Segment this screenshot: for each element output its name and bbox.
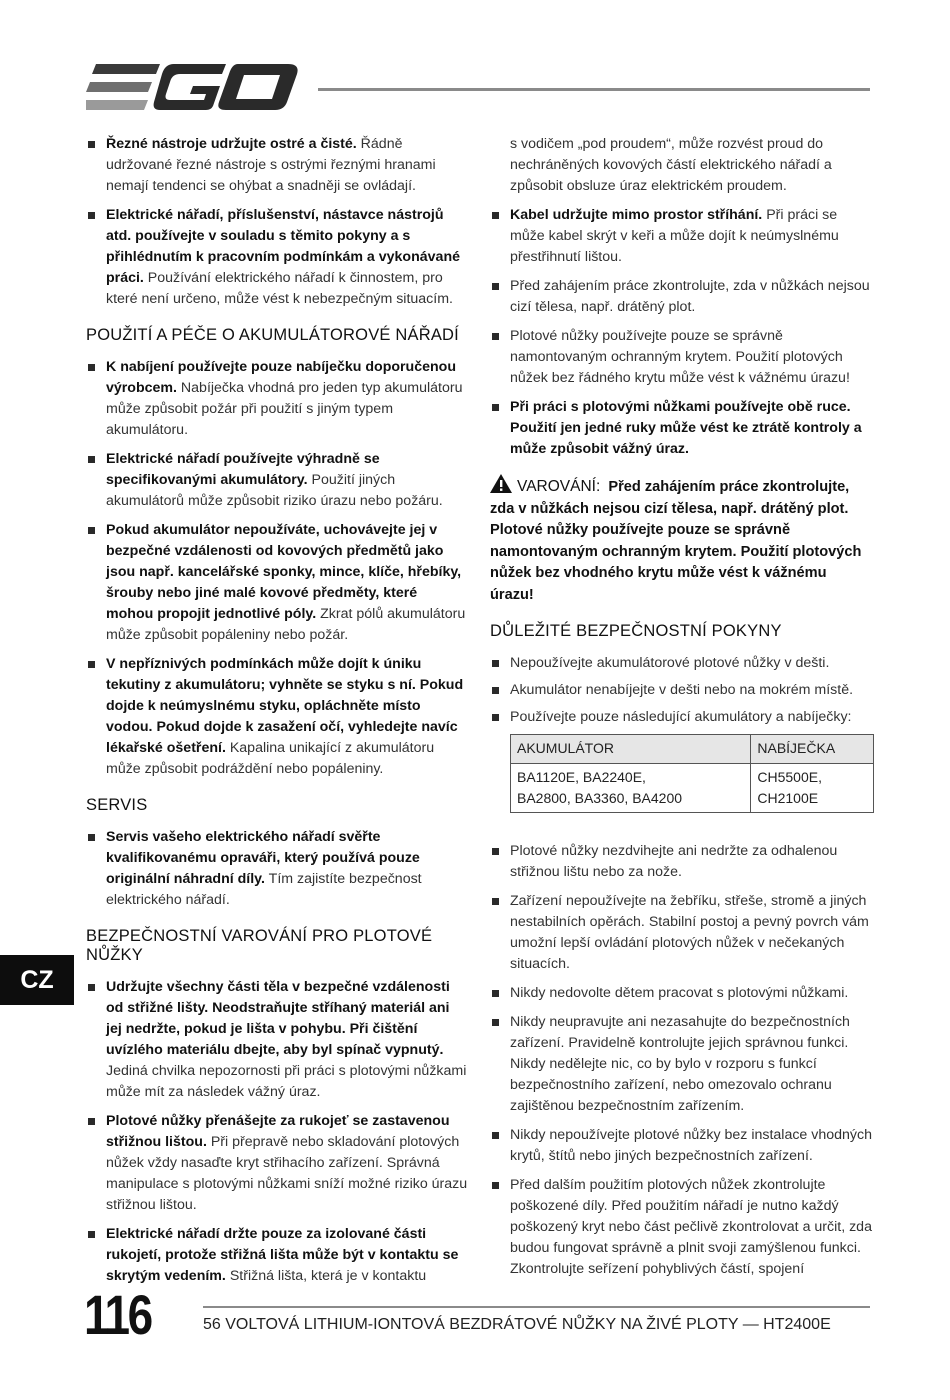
warning-triangle-icon xyxy=(490,474,512,493)
list-item xyxy=(86,520,468,646)
item-text: Zařízení nepoužívejte na žebříku, střeše, stromě a jiných nestabilních opěrách. Stabilní postoj a pevný povrch vám umožní lepší ovládání plotových nůžek v nečekaných situacích. xyxy=(510,893,869,972)
warning-text: Před zahájením práce zkontrolujte, zda v nůžkách nejsou cizí tělesa, např. drátěný plot. Plotové nůžky používejte pouze se správně namontovaným ochranným krytem. Použití plotových nůžek bez vhodného krytu může vést k vážnému úrazu! xyxy=(490,479,862,603)
item-bold: V nepříznivých podmínkách může dojít k úniku tekutiny z akumulátoru; vyhněte se styku s ní. Pokud dojde k neúmyslnému styku, opláchněte místo vodou. Pokud dojde k zasažení očí, vyhledejte navíc lékařské ošetření. xyxy=(106,656,464,756)
item-text: Plotové nůžky nezdvihejte ani nedržte za odhalenou střižnou lištu nebo za nože. xyxy=(510,843,838,880)
bullet-icon xyxy=(492,898,499,905)
section-heading-important: DŮLEŽITÉ BEZPEČNOSTNÍ POKYNY xyxy=(490,622,782,640)
section-heading-battery: POUŽITÍ A PÉČE O AKUMULÁTOROVÉ NÁŘADÍ xyxy=(86,326,459,344)
item-text: Tím zajistíte bezpečnost elektrického nářadí. xyxy=(106,871,422,908)
language-tab: CZ xyxy=(0,955,74,1005)
bullet-icon xyxy=(492,1019,499,1026)
item-text: Používejte pouze následující akumulátory a nabíječky: xyxy=(510,709,852,725)
item-text: Používání elektrického nářadí k činnostem, pro které není určeno, může vést k nebezpečným situacím. xyxy=(106,270,453,307)
bullet-icon xyxy=(492,687,499,694)
list-item xyxy=(490,326,874,389)
item-text: s vodičem „pod proudem“, může rozvést proud do nechráněných kovových částí elektrického nářadí a způsobit obsluze úraz elektrickém proudem. xyxy=(510,136,832,194)
list-item xyxy=(490,205,874,268)
bullet-icon xyxy=(492,990,499,997)
item-text: Akumulátor nenabíjejte v dešti nebo na mokrém místě. xyxy=(510,682,854,698)
item-text: Kapalina unikající z akumulátoru může způsobit podráždění nebo popáleniny. xyxy=(106,740,435,777)
cell-line: BA1120E, BA2240E, xyxy=(517,769,646,785)
item-bold: Pokud akumulátor nepoužíváte, uchovávejte jej v bezpečné vzdálenosti od kovových předmětů jako jsou např. kancelářské sponky, mince, klíče, hřebíky, šrouby nebo jiné malé kovové předměty, které mohou propojit jednotlivé póly. xyxy=(106,522,462,622)
footer-title: 56 VOLTOVÁ LITHIUM-IONTOVÁ BEZDRÁTOVÉ NŮŽKY NA ŽIVÉ PLOTY — HT2400E xyxy=(203,1316,831,1333)
bullet-icon xyxy=(492,1182,499,1189)
item-text: Nikdy neupravujte ani nezasahujte do bezpečnostních zařízení. Pravidelně kontrolujte jejich správnou funkci. Nikdy nedělejte nic, co by bylo v rozporu s funkcí bezpečnostního zařízení, nebo omezovalo ochranu zajištěnou bezpečnostním zařízením. xyxy=(510,1014,850,1114)
continued-text xyxy=(490,134,874,197)
list-item xyxy=(86,1224,468,1287)
section-heading-service: SERVIS xyxy=(86,796,148,814)
ego-logo xyxy=(86,62,300,114)
item-bold: Elektrické nářadí používejte výhradně se specifikovanými akumulátory. xyxy=(106,451,380,488)
bullet-icon xyxy=(492,1132,499,1139)
list-item xyxy=(490,1125,874,1167)
list-item xyxy=(86,1111,468,1216)
list-item xyxy=(86,205,468,310)
list-item xyxy=(490,983,874,1004)
item-bold: Elektrické nářadí držte pouze za izolované části rukojetí, protože střižná lišta může být v kontaktu se skrytým vedením. xyxy=(106,1226,459,1284)
bullet-icon xyxy=(492,848,499,855)
item-bold: Při práci s plotovými nůžkami používejte obě ruce. Použití jen jedné ruky může vést ke ztrátě kontroly a může způsobit vážný úraz. xyxy=(510,399,862,457)
table-header-row xyxy=(511,735,874,764)
list-item xyxy=(86,357,468,441)
item-text: Před zahájením práce zkontrolujte, zda v nůžkách nejsou cizí tělesa, např. drátěný plot. xyxy=(510,278,870,315)
table-cell xyxy=(751,764,874,813)
bullet-icon xyxy=(88,141,95,148)
cell-line: CH5500E, xyxy=(757,769,822,785)
list-item xyxy=(86,827,468,911)
item-bold: Servis vašeho elektrického nářadí svěřte kvalifikovanému opraváři, který používá pouze originální náhradní díly. xyxy=(106,829,420,887)
list-item xyxy=(490,653,874,674)
list-item xyxy=(490,707,874,728)
table-row xyxy=(511,764,874,813)
list-item xyxy=(86,134,468,197)
right-column xyxy=(490,134,874,1288)
item-text: Řádně udržované řezné nástroje s ostrými řeznými hranami nemají tendenci se ohýbat a snadněji se ovládají. xyxy=(106,136,436,194)
item-text: Nikdy nedovolte dětem pracovat s plotovými nůžkami. xyxy=(510,985,849,1001)
warning-block xyxy=(490,474,874,606)
left-column xyxy=(86,134,468,1295)
table-cell xyxy=(511,764,751,813)
section-heading-hedge: BEZPEČNOSTNÍ VAROVÁNÍ PRO PLOTOVÉ NŮŽKY xyxy=(86,927,433,964)
list-item xyxy=(86,654,468,780)
bullet-icon xyxy=(492,333,499,340)
item-bold: Plotové nůžky přenášejte za rukojeť se zastavenou střižnou lištou. xyxy=(106,1113,450,1150)
list-item xyxy=(490,841,874,883)
bullet-icon xyxy=(492,660,499,667)
warning-label: VAROVÁNÍ: xyxy=(517,478,601,495)
bullet-icon xyxy=(88,527,95,534)
item-text: Plotové nůžky používejte pouze se správně namontovaným ochranným krytem. Použití plotových nůžek bez řádného krytu může vést k vážnému úrazu! xyxy=(510,328,850,386)
item-text: Při přepravě nebo skladování plotových nůžek vždy nasaďte kryt střihacího zařízení. Správná manipulace s plotovými nůžkami sníží možné riziko úrazu střižnou lištou. xyxy=(106,1134,468,1213)
item-text: Zkrat pólů akumulátoru může způsobit popáleniny nebo požár. xyxy=(106,606,466,643)
cell-line: BA2800, BA3360, BA4200 xyxy=(517,790,683,806)
table-header-cell: NABÍJEČKA xyxy=(751,735,874,764)
bullet-icon xyxy=(88,1231,95,1238)
item-text: Jediná chvilka nepozornosti při práci s plotovými nůžkami může mít za následek vážný úraz. xyxy=(106,1063,467,1100)
item-text: Před dalším použitím plotových nůžek zkontrolujte poškozené díly. Před použitím nářadí je nutno každý poškozený kryt nebo část pečlivě zkontrolovat a určit, zda budou fungovat správně a plnit svoji zamýšlenou funkci. Zkontrolujte seřízení pohyblivých částí, spojení xyxy=(510,1177,872,1277)
bullet-icon xyxy=(492,283,499,290)
list-item xyxy=(490,891,874,975)
item-text: Střižná lišta, která je v kontaktu xyxy=(225,1268,427,1284)
item-bold: K nabíjení používejte pouze nabíječku doporučenou výrobcem. xyxy=(106,359,456,396)
item-text: Nepoužívejte akumulátorové plotové nůžky v dešti. xyxy=(510,655,830,671)
battery-charger-table xyxy=(510,734,874,813)
bullet-icon xyxy=(88,984,95,991)
cell-line: CH2100E xyxy=(757,790,819,806)
table-header-cell: AKUMULÁTOR xyxy=(511,735,751,764)
bullet-icon xyxy=(492,212,499,219)
bullet-icon xyxy=(88,456,95,463)
bullet-icon xyxy=(492,404,499,411)
item-bold: Řezné nástroje udržujte ostré a čisté. xyxy=(106,136,357,152)
list-item xyxy=(490,397,874,460)
list-item xyxy=(86,449,468,512)
item-text: Nikdy nepoužívejte plotové nůžky bez instalace vhodných krytů, štítů nebo jiných bezpečnostních zařízení. xyxy=(510,1127,872,1164)
item-bold: Elektrické nářadí, příslušenství, nástavce nástrojů atd. používejte v souladu s těmito pokyny a s přihlédnutím k pracovním podmínkám a vykonávané práci. xyxy=(106,207,460,286)
bullet-icon xyxy=(88,661,95,668)
item-text: Nabíječka vhodná pro jeden typ akumulátoru může způsobit požár při použití s jiným typem akumulátoru. xyxy=(106,380,463,438)
bullet-icon xyxy=(88,1118,95,1125)
list-item xyxy=(490,1175,874,1280)
item-bold: Kabel udržujte mimo prostor stříhání. xyxy=(510,207,763,223)
bullet-icon xyxy=(492,714,499,721)
bullet-icon xyxy=(88,212,95,219)
item-text: Použití jiných akumulátorů může způsobit riziko úrazu nebo požáru. xyxy=(106,472,443,509)
bullet-icon xyxy=(88,834,95,841)
bullet-icon xyxy=(88,364,95,371)
list-item xyxy=(490,276,874,318)
list-item xyxy=(490,1012,874,1117)
item-bold: Udržujte všechny části těla v bezpečné vzdálenosti od střižné lišty. Neodstraňujte stříhaný materiál ani jej nedržte, pokud je lišta v pohybu. Při čištění uvízlého materiálu dbejte, aby byl spínač vypnutý. xyxy=(106,979,450,1058)
footer-rule xyxy=(203,1306,870,1308)
list-item xyxy=(490,680,874,701)
page-number: 116 xyxy=(84,1283,151,1346)
header-rule xyxy=(318,88,870,91)
list-item xyxy=(86,977,468,1103)
item-text: Při práci se může kabel skrýt v keři a může dojít k neúmyslnému přestřihnutí lištou. xyxy=(510,207,839,265)
